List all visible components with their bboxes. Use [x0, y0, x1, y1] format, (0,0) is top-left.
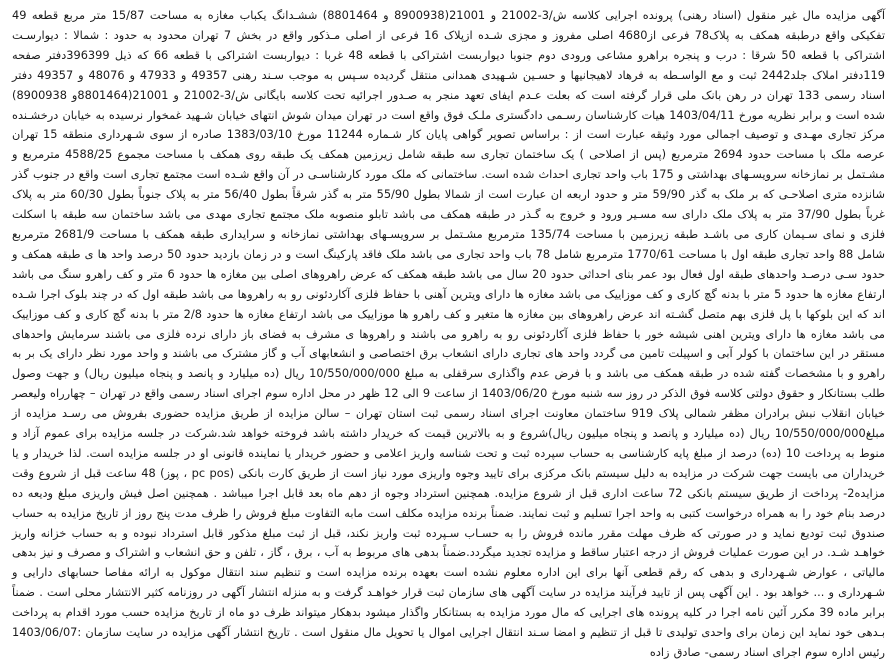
auction-notice-body: آگهی مزایده مال غیر منقول (اسناد رهنی) پرونده اجرایی کلاسه ش/3-21002 و 21001(8900938 و 8801464) ششـدانگ یکباب مغازه به مساحت 15/87 متر مربع قطعه 49 تفکیکی واقع درطبقه همکف به پلاک78 فرعی از4680 اصلی مفروز و مجزی شـده ازپلاک 16 فرعی از اصلی مـذکور واقع در بخش 7 تهران محدود به حدود : شمالا : دیوارسـت اشتراکی با قطعه 50 شرقا : درب و پنجره براهرو مشاعی ورودی دوم جنوبا دیواربست اشتراکی با قطعه 48 غربا : دیواربست اشتراکی با قطعه 66 که ذیل 396399دفتر صفحه 119دفتر املاک جلد2442 ثبت و مع الواسـطه به فرهاد لاهیجانیها و حسـین شـهیدی همدانی منتقل گردیده سـپس به موجب سـند رهنی 49357 و 47933 و 48076 و 49357 دفتر اسناد رسمی 133 تهران در رهن بانک ملی قرار گرفته است که بعلت عـدم ایفای تعهد منجر به صـدور اجرائیه تحت کلاسه بایگانی ش/3-21002 و 21001(8801464و 8900938) شده است و برابر نظریه مورخ 1403/04/11 هیات کارشناسان رسـمی دادگستری ملـک فوق واقع است در تهران میدان شوش انتهای خیابان شـهید غمخوار نرسیده به خیابان درخشـنده مرکز تجاری مهـدی و توصیف اجمالی مورد وثیقه عبارت است از : براساس تصویر گواهی پایان کار شـماره 11244 مورخ 1383/03/10 صادره از سوی شـهرداری منطقه 15 تهران عرصه ملک با مساحت حدود 2694 مترمربع (پس از اصلاحی ) یک ساختمان تجاری سه طبقه شامل زیرزمین همکف یک طبقه روی همکف با مساحت مجموع 4588/25 مترمربع و مشـتمل بر نمازخانه سرویسـهای بهداشتی و 175 باب واحد تجاری احداث شده است. ساختمانی که ملک مورد کارشناسـی در آن واقع شـده است مجتمع تجاری است واقع در جنوب گذر شانزده متری اصلاحـی که بر ملک به گذر 59/90 متر و حدود اربعه ان عبارت است از شمالا بطول 55/90 متر به گذر شرقاً بطول 56/40 متر به پلاک جنوباً بطول 60/30 متر به پلاک غرباً بطول 37/90 متر به پلاک ملک دارای سه مسـیر ورود و خروج به گـذر در طبقه همکف می باشد تابلو منصوبه ملک مجتمع تجاری مهدی می باشد ساختمان سه طبقه با اسکلت فلزی و نمای سـیمان کاری می باشـد طبقه زیرزمین با مساحت 135/74 مترمربع مشـتمل بر سرویسـهای بهداشتی نمازخانه و سرایداری طبقه همکف با مساحت 2681/9 مترمربع شامل 88 واحد تجاری طبقه اول با مساحت 1770/61 مترمربع شامل 78 باب واحد تجاری می باشد ملک فاقد پارکینگ است و در زمان بازدید حدود 50 درصد واحد ها ی طبقه همکف و حدود سـی درصـد واحدهای طبقه اول فعال بود عمر بنای احداثی حدود 20 سال می باشد طبقه همکف که عرض راهروهای اصلی بین مغازه ها حدود 6 متر و کف راهرو سنگ می باشد ارتفاع مغازه ها حدود 5 متر با بدنه گچ کاری و کف موزاییک می باشد مغازه ها دارای ویترین آهنی با حفاظ فلزی آکاردئونی رو به راهروها می باشد طبقه اول که در چند بلوک اجرا شـده اند که این بلوکها با پل فلزی بهم متصل گشـته اند عرض راهروهای بین مغازه ها متغیر و کف راهرو ها موزاییک می باشد ارتفاع مغازه ها حدود 2/8 متر با بدنه گچ کاری و کف موزاییک می باشد مغازه ها دارای ویترین اهنی شیشه خور با حفاظ فلزی آکاردئونی رو به راهرو می باشند و راهروها ی مشرف به فضای باز دارای نرده فلزی می باشند سرمایش واحدهای مستقر در این ساختمان با کولر آبی و اسپیلت تامین می گردد واحد های تجاری دارای انشعاب برق اختصاصی و انشعابهای آب و گاز مشترک می باشند و واحد مورد نظر دارای یک بر به راهرو و با مشخصات گفته شده در طبقه همکف می باشد و با فرض عدم واگذاری سرقفلی به مبلغ 10/550/000/000 ریال (ده میلیارد و پانصد و پنجاه میلیون ریال) و جهت وصول طلب بستانکار و حقوق دولتی کلاسه فوق الذکر در روز سه شنبه مورخ 1403/06/20 از ساعت 9 الی 12 ظهر در محل اداره سوم اجرای اسناد رسمی واقع در تهران – چهارراه ولیعصر خیابان انقلاب نبش برادران مظفر شمالی پلاک 919 ساختمان معاونت اجرای اسناد رسمی ثبت استان تهران – سالن مزایده از طریق مزایده حضوری بفروش می رسـد مزایده از مبلغ10/550/000/000 ریال (ده میلیارد و پانصد و پنجاه میلیون ریال)شروع و به بالاترین قیمت که خریدار داشته باشد فروخته خواهد شد.شرکت در جلسه مزایده برای عموم آزاد و منوط به پرداخت 10 (ده) درصد از مبلغ پایه کارشناسی به حساب سپرده ثبت و تحت شناسه واریز اعلامی و حضور خریدار یا نماینده قانونی او در جلسه مزایده است. لذا خریدار و یا خریداران می بایست جهت شرکت در مزایده به دلیل سیستم بانک مرکزی برای تایید وجوه واریزی مورد نیاز است از طریق کارت بانکی (pc pos ، پوز) 48 ساعت قبل از شروع وقت مزایده2- پرداخت از طریق سیستم بانکی 72 ساعت اداری قبل از شروع مزایده. همچنین استرداد وجوه از دهم ماه بعد قابل اجرا میباشد . همچنین اصل فیش واریزی مبلغ ودیعه ده درصد بنام خود را به همراه درخواست کتبی به واحد اجرا تسلیم و ثبت نمایند. ضمناً برنده مزایده مکلف است مابه التفاوت مبلغ فروش را ظرف مدت پنج روز از تاریخ مزایده به حساب صندوق ثبت تودیع نماید و در صورتی که ظرف مهلت مقرر مانده فروش را به حسـاب سـپرده ثبت واریز نکند، قبل از ثبت مبلغ مذکور قابل استرداد نبوده و به حساب خزانه واریز خواهـد شـد. در این صورت عملیات فروش از درجه اعتبار ساقط و مزایده تجدید میگردد.ضمناً بدهی های مربوط به آب ، برق ، گاز ، تلفن و حق انشعاب و اشتراک و مصرف و نیز بدهی مالیاتی ، عوارض شـهرداری و بدهی که رقم قطعی آنها برای این اداره معلوم نشده است بعهده برنده مزایده است و تنظیم سند انتقال موکول به ارائه مفاصا حسابهای دارایی و شـهرداری و ... خواهد بود . این آگهی پس از تایید فرآیند مزایده در سایت آگهی های سازمان ثبت قرار خواهـد گرفت و به منزله انتشار آگهی در روزنامه کثیر الانتشار محلی است . ضمناً برابر ماده 39 مکرر آئین نامه اجرا در کلیه پرونده های اجرایی که مال مورد مزایده به بستانکار واگذار میشود بدهکار میتواند ظرف دو ماه از تاریخ مزایده حسب مورد اقدام به پرداخت بـدهی خود نماید این زمان برای واحدی تولیدی تا قبل از تنظیم و امضا سـند انتقال اجرایی اموال یا تحویل مال منقول است . تاریخ انتشار آگهی مزایده در سایت سازمان :1403/06/07 رئیس اداره سوم اجرای اسناد رسمی- صادق زاده — [12, 8, 886, 659]
